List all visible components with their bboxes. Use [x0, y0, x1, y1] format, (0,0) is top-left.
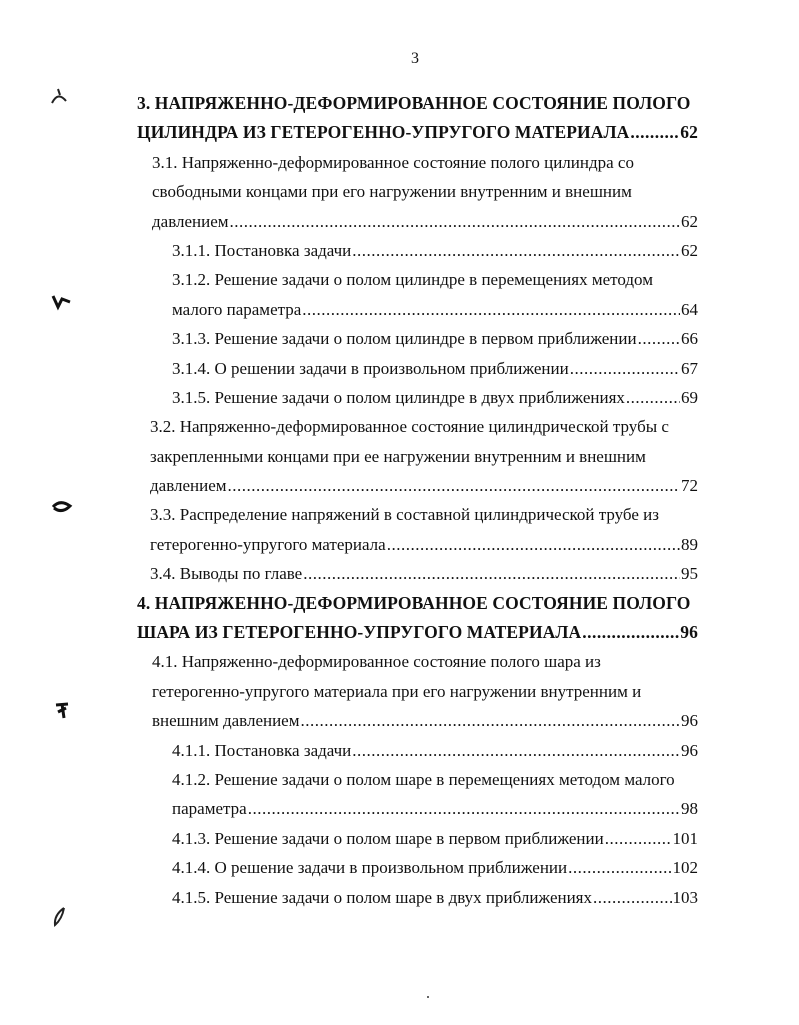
toc-entry [137, 883, 698, 912]
toc-page-number: 62 [681, 211, 698, 231]
dot-leader [228, 471, 680, 500]
toc-entry [137, 354, 698, 383]
toc-entry-title: 4.1.3. Решение задачи о полом шаре в первом приближении [172, 828, 604, 848]
toc-line [137, 589, 698, 618]
toc-line [137, 118, 698, 147]
scan-mark-icon [50, 905, 70, 929]
toc-line [137, 89, 698, 118]
toc-entry-title: 3.1.2. Решение задачи о полом цилиндре в перемещениях методом [172, 270, 653, 290]
toc-entry [137, 265, 698, 324]
toc-entry-title: свободными концами при его нагружении внутренним и внешним [152, 182, 632, 202]
dot-leader [303, 559, 680, 588]
toc-entry-title: гетерогенно-упругого материала [150, 534, 386, 554]
toc-entry-title: 4. НАПРЯЖЕННО-ДЕФОРМИРОВАННОЕ СОСТОЯНИЕ ПОЛОГО [137, 592, 691, 613]
toc-entry [137, 89, 698, 148]
toc-entry [137, 647, 698, 735]
toc-line [137, 736, 698, 765]
dot-leader [248, 794, 680, 823]
dot-leader [230, 207, 680, 236]
toc-entry [137, 589, 698, 648]
toc-entry-title: внешним давлением [152, 711, 300, 731]
toc-line [137, 236, 698, 265]
toc-entry [137, 412, 698, 500]
toc-page-number: 64 [681, 299, 698, 319]
toc-line [137, 354, 698, 383]
scan-speck [427, 996, 429, 998]
dot-leader [582, 618, 679, 647]
toc-entry [137, 383, 698, 412]
toc-line [137, 383, 698, 412]
toc-entry-title: 3.1.3. Решение задачи о полом цилиндре в первом приближении [172, 329, 637, 349]
toc-line [137, 677, 698, 706]
dot-leader [387, 530, 680, 559]
toc-entry-title: 3.1.4. О решении задачи в произвольном приближении [172, 358, 569, 378]
toc-page-number: 101 [672, 828, 698, 848]
toc-line [137, 853, 698, 882]
toc-page-number: 89 [681, 534, 698, 554]
toc-line [137, 412, 698, 441]
toc-entry-title: 3.3. Распределение напряжений в составной цилиндрической трубе из [150, 505, 659, 525]
toc-entry [137, 324, 698, 353]
toc-page-number: 67 [681, 358, 698, 378]
toc-page-number: 103 [672, 887, 698, 907]
toc-line [137, 471, 698, 500]
toc-line [137, 706, 698, 735]
toc-line [137, 765, 698, 794]
toc-line [137, 295, 698, 324]
toc-page-number: 66 [681, 329, 698, 349]
toc-entry [137, 559, 698, 588]
toc-line [137, 442, 698, 471]
scan-mark-icon [50, 498, 74, 516]
toc-entry [137, 500, 698, 559]
scan-mark-icon [48, 85, 70, 107]
toc-page-number: 102 [672, 858, 698, 878]
page-number: 3 [411, 50, 419, 67]
dot-leader [302, 295, 680, 324]
dot-leader [626, 383, 680, 412]
toc-entry-title: 4.1.1. Постановка задачи [172, 740, 352, 760]
toc-entry [137, 824, 698, 853]
toc-entry-title: 4.1.5. Решение задачи о полом шаре в двух приближениях [172, 887, 593, 907]
toc-line [137, 559, 698, 588]
dot-leader [593, 883, 671, 912]
toc-entry-title: 3.1. Напряженно-деформированное состояние полого цилиндра со [152, 152, 634, 172]
toc-line [137, 530, 698, 559]
toc-page-number: 96 [681, 740, 698, 760]
scan-mark-icon [52, 700, 72, 722]
dot-leader [605, 824, 672, 853]
toc-line [137, 177, 698, 206]
toc-line [137, 794, 698, 823]
toc-line [137, 500, 698, 529]
toc-page-number: 72 [681, 476, 698, 496]
toc-entry-title: малого параметра [172, 299, 302, 319]
toc-entry-title: 3.2. Напряженно-деформированное состояние цилиндрической трубы с [150, 417, 669, 437]
toc-entry-title: давлением [152, 211, 229, 231]
toc-line [137, 265, 698, 294]
toc-line [137, 324, 698, 353]
toc-entry-title: ЦИЛИНДРА ИЗ ГЕТЕРОГЕННО-УПРУГОГО МАТЕРИАЛА [137, 122, 630, 143]
dot-leader [570, 354, 680, 383]
toc-entry-title: закрепленными концами при ее нагружении внутренним и внешним [150, 446, 646, 466]
toc-entry-title: 4.1. Напряженно-деформированное состояние полого шара из [152, 652, 601, 672]
toc-page-number: 98 [681, 799, 698, 819]
toc-entry-title: 3. НАПРЯЖЕННО-ДЕФОРМИРОВАННОЕ СОСТОЯНИЕ ПОЛОГО [137, 93, 691, 113]
toc-entry [137, 736, 698, 765]
toc-line [137, 647, 698, 676]
toc-entry [137, 148, 698, 236]
dot-leader [630, 118, 679, 147]
toc-entry-title: давлением [150, 476, 227, 496]
toc-entry-title: 3.4. Выводы по главе [150, 564, 303, 584]
dot-leader [352, 736, 680, 765]
toc-entry-title: 4.1.2. Решение задачи о полом шаре в перемещениях методом малого [172, 769, 675, 789]
toc-line [137, 618, 698, 647]
toc-line [137, 824, 698, 853]
toc-entry-title: гетерогенно-упругого материала при его нагружении внутренним и [152, 681, 642, 701]
toc-page-number: 62 [681, 240, 698, 260]
dot-leader [352, 236, 680, 265]
dot-leader [568, 853, 671, 882]
dot-leader [638, 324, 680, 353]
scan-mark-icon [50, 293, 74, 311]
toc-entry [137, 853, 698, 882]
toc-page-number: 95 [681, 564, 698, 584]
toc-page-number: 62 [680, 122, 698, 143]
toc-page-number: 96 [680, 622, 698, 643]
toc-page-number: 96 [681, 711, 698, 731]
toc-entry-title: 3.1.5. Решение задачи о полом цилиндре в двух приближениях [172, 387, 625, 407]
toc-line [137, 883, 698, 912]
toc-entry-title: параметра [172, 799, 247, 819]
toc-entry-title: 3.1.1. Постановка задачи [172, 240, 352, 260]
toc-line [137, 148, 698, 177]
toc-entry-title: 4.1.4. О решение задачи в произвольном приближении [172, 858, 568, 878]
toc-line [137, 207, 698, 236]
toc-entry [137, 765, 698, 824]
toc-entry [137, 236, 698, 265]
dot-leader [301, 706, 681, 735]
toc-entry-title: ШАРА ИЗ ГЕТЕРОГЕННО-УПРУГОГО МАТЕРИАЛА [137, 622, 582, 643]
toc-page-number: 69 [681, 387, 698, 407]
table-of-contents [137, 89, 698, 912]
